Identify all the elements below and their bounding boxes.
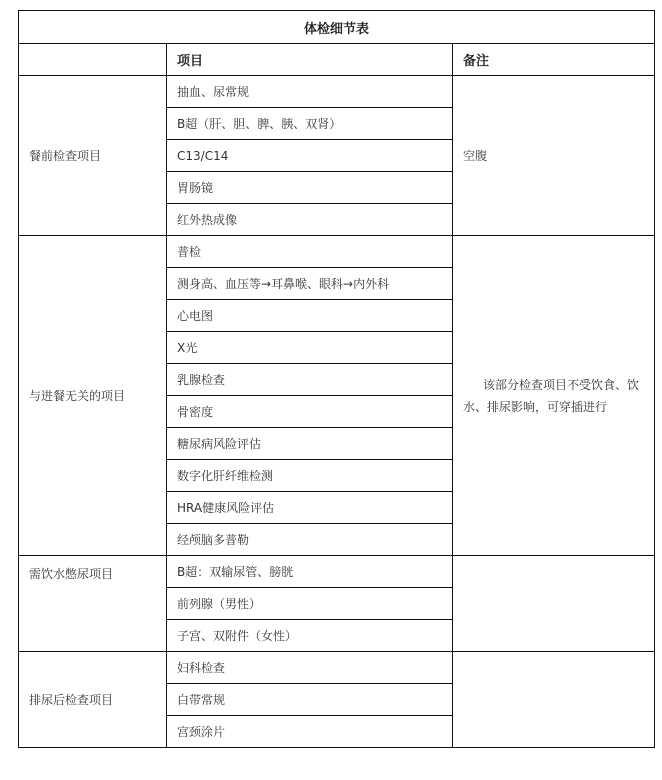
item-cell: 红外热成像 <box>167 204 453 236</box>
item-cell: HRA健康风险评估 <box>167 492 453 524</box>
item-cell: 子宫、双附件（女性） <box>167 620 453 652</box>
item-cell: C13/C14 <box>167 140 453 172</box>
note-meal-independent <box>453 236 655 556</box>
item-cell: X光 <box>167 332 453 364</box>
table-title-row <box>19 11 655 44</box>
item-cell: 白带常规 <box>167 684 453 716</box>
item-cell: 数字化肝纤维检测 <box>167 460 453 492</box>
table-row <box>19 76 655 108</box>
item-cell: 心电图 <box>167 300 453 332</box>
table-title: 体检细节表 <box>19 11 655 44</box>
header-note: 备注 <box>453 44 655 76</box>
item-cell: B超：双输尿管、膀胱 <box>167 556 453 588</box>
group-label-meal-independent: 与进餐无关的项目 <box>19 236 167 556</box>
note-text: 该部分检查项目不受饮食、饮水、排尿影响，可穿插进行 <box>463 377 640 414</box>
group-label-full-bladder: 需饮水憋尿项目 <box>19 556 167 652</box>
note-pre-meal: 空腹 <box>453 76 655 236</box>
item-cell: 经颅脑多普勒 <box>167 524 453 556</box>
group-label-pre-meal: 餐前检查项目 <box>19 76 167 236</box>
header-item: 项目 <box>167 44 453 76</box>
header-group <box>19 44 167 76</box>
item-cell: 乳腺检查 <box>167 364 453 396</box>
item-cell: 前列腺（男性） <box>167 588 453 620</box>
item-cell: 测身高、血压等→耳鼻喉、眼科→内外科 <box>167 268 453 300</box>
item-cell: 宫颈涂片 <box>167 716 453 748</box>
table-row <box>19 556 655 588</box>
item-cell: 骨密度 <box>167 396 453 428</box>
note-post-urination <box>453 652 655 748</box>
item-cell: 妇科检查 <box>167 652 453 684</box>
table-header-row <box>19 44 655 76</box>
item-cell: 普检 <box>167 236 453 268</box>
exam-details-table <box>18 10 655 748</box>
item-cell: 糖尿病风险评估 <box>167 428 453 460</box>
item-cell: 抽血、尿常规 <box>167 76 453 108</box>
note-full-bladder <box>453 556 655 652</box>
item-cell: 胃肠镜 <box>167 172 453 204</box>
item-cell: B超（肝、胆、脾、胰、双肾） <box>167 108 453 140</box>
table-row <box>19 236 655 268</box>
table-row <box>19 652 655 684</box>
group-label-post-urination: 排尿后检查项目 <box>19 652 167 748</box>
